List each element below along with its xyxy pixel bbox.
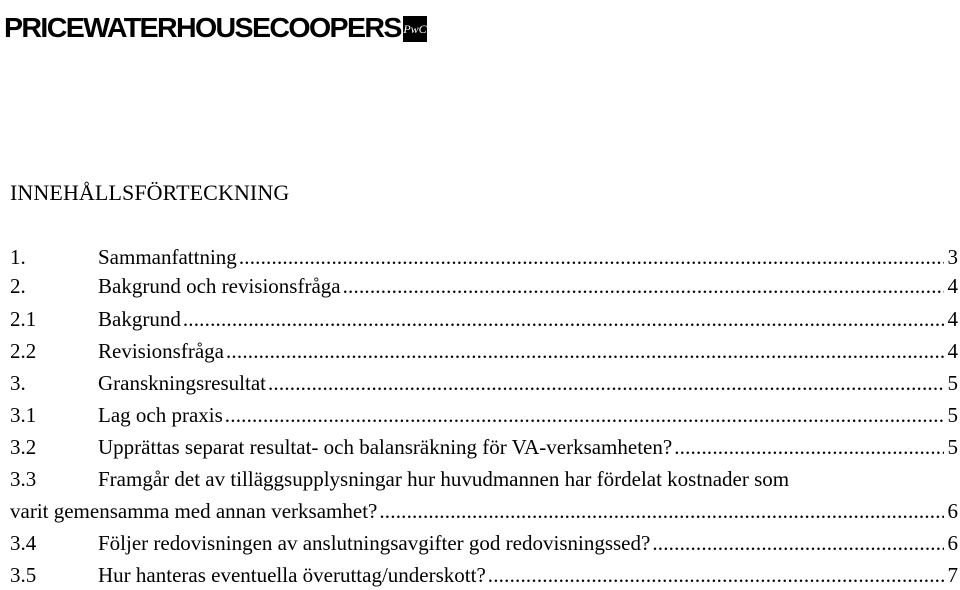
toc-leader [674,432,944,462]
toc-entry[interactable] [10,242,960,272]
toc-entry[interactable] [10,336,960,366]
toc-page: 6 [947,531,958,555]
toc-leader [226,336,944,366]
toc-title: Följer redovisningen av anslutningsavgifter god redovisningssed? [98,531,651,555]
toc-title: Sammanfattning [98,245,237,269]
logo-wordmark: PRICEWATERHOUSECOOPERS [4,12,401,43]
logo-seal-icon: PwC [403,16,427,42]
toc-entry[interactable] [10,368,960,398]
toc-leader [225,400,944,430]
toc-leader [652,528,944,558]
toc-entry[interactable] [10,271,960,301]
toc-page: 5 [947,403,958,427]
toc-entry[interactable] [10,400,960,430]
toc-title: Bakgrund och revisionsfråga [98,274,341,298]
toc-number: 3.1 [10,403,37,427]
toc-entry[interactable] [10,432,960,462]
toc-page: 5 [947,371,958,395]
toc-page: 3 [947,245,958,269]
toc-title-continuation: varit gemensamma med annan verksamhet? [10,499,378,523]
toc-leader [488,560,944,590]
toc-leader [239,242,944,272]
toc-number: 2. [10,274,26,298]
toc-title: Granskningsresultat [98,371,266,395]
toc-title: Bakgrund [98,307,181,331]
toc-number: 3.2 [10,435,37,459]
toc-title: Upprättas separat resultat- och balansräkning för VA-verksamheten? [98,435,673,459]
toc-entry[interactable] [10,560,960,590]
toc-number: 3. [10,371,26,395]
toc-entry[interactable] [10,304,960,334]
toc-number: 2.2 [10,339,37,363]
toc-page: 6 [947,499,958,523]
toc-number: 3.5 [10,563,37,587]
toc-heading: INNEHÅLLSFÖRTECKNING [10,180,290,205]
toc-page: 4 [947,339,958,363]
toc-leader [183,304,944,334]
toc-page: 7 [947,563,958,587]
toc-title: Revisionsfråga [98,339,224,363]
toc-leader [268,368,944,398]
toc-number: 1. [10,245,26,269]
toc-title: Lag och praxis [98,403,223,427]
toc-title: Framgår det av tilläggsupplysningar hur huvudmannen har fördelat kostnader som [98,467,790,491]
toc-page: 4 [947,274,958,298]
toc-leader [379,496,944,526]
pwc-logo [4,4,427,48]
toc-number: 2.1 [10,307,37,331]
toc-page: 4 [947,307,958,331]
toc-page: 5 [947,435,958,459]
toc-title: Hur hanteras eventuella överuttag/underskott? [98,563,486,587]
toc-number: 3.3 [10,467,37,491]
toc-entry[interactable] [10,528,960,558]
toc-number: 3.4 [10,531,37,555]
toc-leader [343,271,944,301]
